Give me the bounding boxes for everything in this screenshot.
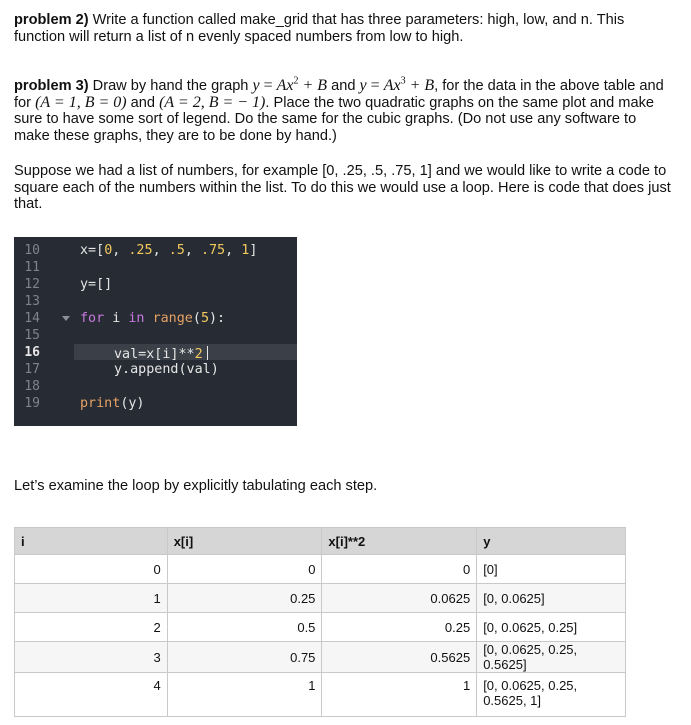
table-row [15,555,626,584]
table-cell: 3 [15,642,168,673]
line-number: 10 [24,243,40,258]
line-number: 15 [24,328,40,343]
table-cell: 0 [167,555,322,584]
line-number: 19 [24,396,40,411]
problem-3-text: and [126,94,160,111]
loop-steps-table [14,527,626,717]
table-cell: [0, 0.0625] [477,584,626,613]
table-row [15,642,626,673]
table-cell: 1 [15,584,168,613]
code-line: 14 for i in range(5): [14,312,297,326]
table-cell: [0, 0.0625, 0.25, 0.5625] [477,642,626,673]
code-editor[interactable] [14,237,297,426]
table-cell: 0.5 [167,613,322,642]
line-number: 13 [24,294,40,309]
line-number: 12 [24,277,40,292]
table-cell: 0 [15,555,168,584]
condition-1: (A = 1, B = 0) [35,93,127,111]
table-cell: 0.5625 [322,642,477,673]
table-cell: [0, 0.0625, 0.25] [477,613,626,642]
column-header: y [477,528,626,555]
table-cell: 0.25 [322,613,477,642]
problem-3-text: and [327,78,360,94]
code-line: 16 val=x[i]**2 [14,346,297,360]
intro-paragraph: Suppose we had a list of numbers, for example [0, .25, .5, .75, 1] and we would like to write a code to square each of the numbers within the list. To do this we would use a loop. Here is code that does just that. [14,163,671,212]
table-cell: 0.25 [167,584,322,613]
text-cursor [207,346,208,360]
table-cell: [0, 0.0625, 0.25, 0.5625, 1] [477,673,626,717]
code-line [14,295,297,309]
table-cell: 1 [322,673,477,717]
code-line: 17 y.append(val) [14,363,297,377]
code-line [14,329,297,343]
line-number: 16 [24,345,40,360]
table-row [15,613,626,642]
table-cell: 0.75 [167,642,322,673]
problem-3-text: . Place the two quadratic graphs on the same plot and make sure to have some sort of legend. Do the same for the cubic graphs. (Do not use any software to make these graphs, they are to be done by hand.) [14,94,654,144]
problem-2-text: Write a function called make_grid that has three parameters: high, low, and n. This function will return a list of n evenly spaced numbers from low to high. [14,12,625,45]
table-cell: 1 [167,673,322,717]
cubic-equation: $y = Ax^3 + B$ [359,75,435,94]
table-cell: 0.0625 [322,584,477,613]
problem-2-paragraph [14,12,674,45]
table-cell: 0 [322,555,477,584]
code-line [14,261,297,275]
line-number: 17 [24,362,40,377]
line-number: 18 [24,379,40,394]
code-line [14,380,297,394]
fold-arrow-icon[interactable] [62,316,70,321]
problem-3-paragraph [14,75,674,144]
line-number: 14 [24,311,40,326]
problem-3-text: Draw by hand the graph [88,78,253,94]
condition-2: (A = 2, B = − 1) [159,93,266,111]
column-header: x[i] [167,528,322,555]
examine-paragraph: Let’s examine the loop by explicitly tabulating each step. [14,478,378,494]
problem-2-heading: problem 2) [14,12,89,28]
line-number: 11 [24,260,40,275]
table-cell: 4 [15,673,168,717]
table-header-row [15,528,626,555]
problem-3-heading: problem 3) [14,78,89,94]
table-row [15,584,626,613]
code-line: 19 print(y) [14,397,297,411]
column-header: i [15,528,168,555]
quadratic-equation: $y = Ax^2 + B$ [252,75,328,94]
column-header: x[i]**2 [322,528,477,555]
problem-3-text: , for the data in the above table and for [14,78,664,111]
table-cell: [0] [477,555,626,584]
code-line: 12 y=[] [14,278,297,292]
table-row [15,673,626,717]
code-line: 10 x=[0, .25, .5, .75, 1] [14,244,297,258]
table-cell: 2 [15,613,168,642]
